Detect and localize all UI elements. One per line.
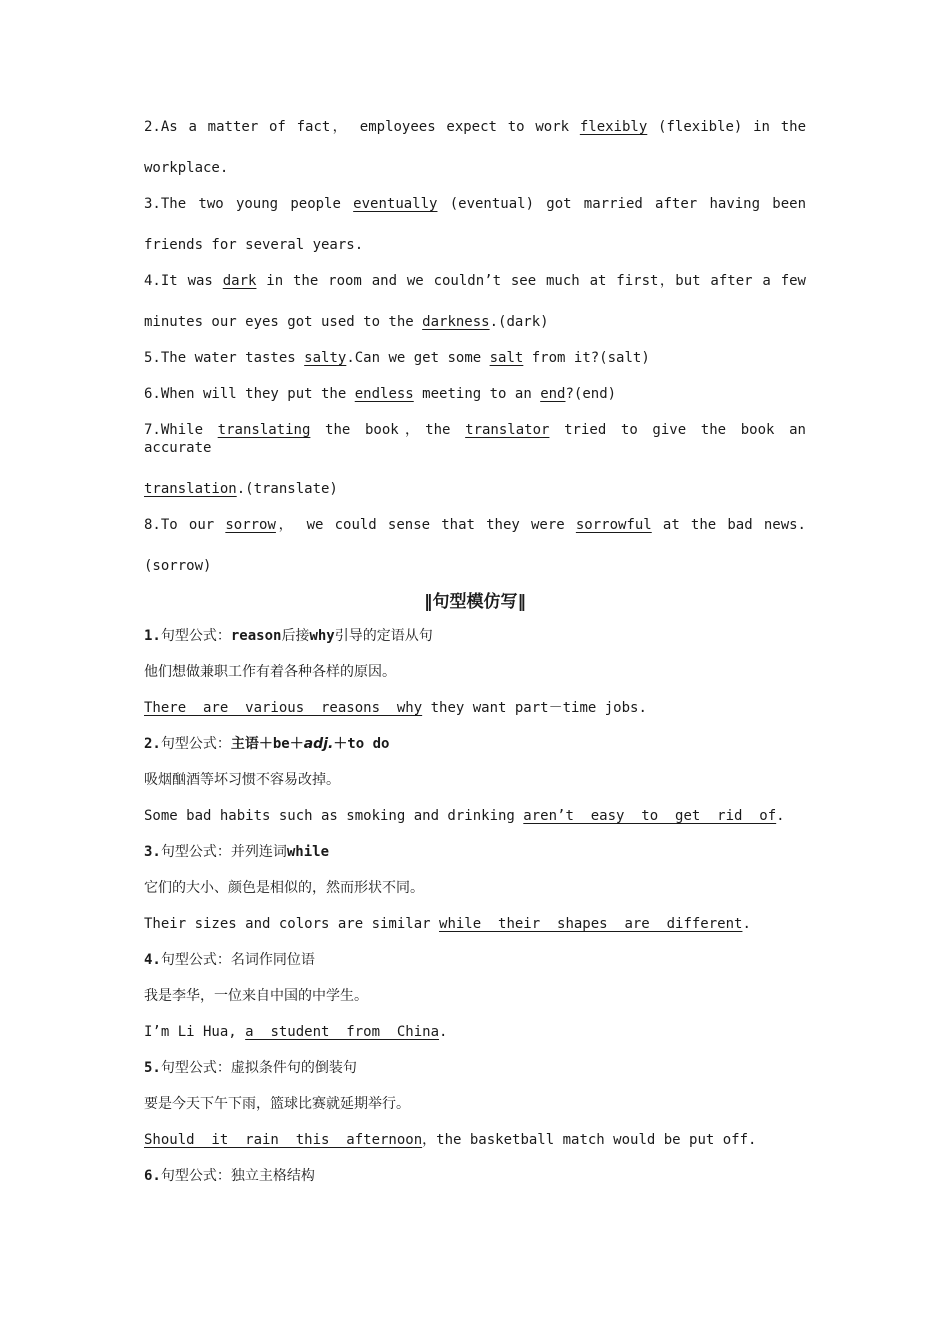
exercise-8-line1: 8.To our sorrow， we could sense that they were sorrowful at the bad news. bbox=[144, 517, 806, 533]
answer-blank: sorrow bbox=[225, 517, 276, 533]
pattern-1-formula: 1.句型公式：reason后接why引导的定语从句 bbox=[144, 628, 433, 644]
exercise-8-line2: (sorrow) bbox=[144, 558, 212, 574]
answer-blank: There are various reasons why bbox=[144, 700, 423, 716]
pattern-4-answer: I’m Li Hua, a student from China. bbox=[144, 1024, 448, 1040]
answer-blank: salt bbox=[489, 350, 524, 366]
answer-blank: aren’t easy to get rid of bbox=[523, 808, 777, 824]
exercise-4-line2: minutes our eyes got used to the darkness.(dark) bbox=[144, 314, 549, 330]
answer-blank: salty bbox=[304, 350, 347, 366]
answer-blank: darkness bbox=[422, 314, 490, 330]
pattern-4-formula: 4.句型公式：名词作同位语 bbox=[144, 952, 315, 968]
pattern-3-chinese: 它们的大小、颜色是相似的，然而形状不同。 bbox=[144, 880, 424, 896]
pattern-5-formula: 5.句型公式：虚拟条件句的倒装句 bbox=[144, 1060, 357, 1076]
pattern-2-answer: Some bad habits such as smoking and drinking aren’t easy to get rid of. bbox=[144, 808, 785, 824]
exercise-7-line2: translation.(translate) bbox=[144, 481, 338, 497]
answer-blank: dark bbox=[222, 273, 257, 289]
answer-blank: end bbox=[540, 386, 566, 402]
exercise-4-line1: 4.It was dark in the room and we couldn’t see much at first，but after a few bbox=[144, 273, 806, 289]
exercise-7-line1: 7.While translating the book，the translator tried to give the book an accurate bbox=[144, 422, 806, 456]
pattern-5-chinese: 要是今天下午下雨，篮球比赛就延期举行。 bbox=[144, 1096, 410, 1112]
pattern-5-answer: Should it rain this afternoon，the basketball match would be put off. bbox=[144, 1132, 757, 1148]
exercise-2-line1: 2.As a matter of fact， employees expect to work flexibly (flexible) in the bbox=[144, 119, 807, 135]
answer-blank: translating bbox=[217, 422, 311, 438]
answer-blank: eventually bbox=[353, 196, 438, 212]
pattern-2-chinese: 吸烟酗酒等坏习惯不容易改掉。 bbox=[144, 772, 340, 788]
answer-blank: sorrowful bbox=[575, 517, 652, 533]
answer-blank: Should it rain this afternoon bbox=[144, 1132, 423, 1148]
exercise-3-line2: friends for several years. bbox=[144, 237, 364, 253]
pattern-4-chinese: 我是李华，一位来自中国的中学生。 bbox=[144, 988, 368, 1004]
answer-blank: translator bbox=[465, 422, 550, 438]
exercise-3-line1: 3.The two young people eventually (eventual) got married after having been bbox=[144, 196, 806, 212]
answer-blank: a student from China bbox=[245, 1024, 440, 1040]
answer-blank: flexibly bbox=[579, 119, 648, 135]
answer-blank: endless bbox=[354, 386, 414, 402]
pattern-1-answer: There are various reasons why they want part－time jobs. bbox=[144, 700, 647, 716]
answer-blank: while their shapes are different bbox=[439, 916, 743, 932]
pattern-2-formula: 2.句型公式：主语＋be＋adj.＋to do bbox=[144, 736, 390, 752]
pattern-3-formula: 3.句型公式：并列连词while bbox=[144, 844, 330, 860]
pattern-1-chinese: 他们想做兼职工作有着各种各样的原因。 bbox=[144, 664, 396, 680]
document-page bbox=[144, 118, 806, 1185]
section-title: ‖句型模仿写‖ bbox=[424, 592, 526, 612]
exercise-6-line: 6.When will they put the endless meeting to an end?(end) bbox=[144, 386, 617, 402]
pattern-3-answer: Their sizes and colors are similar while their shapes are different. bbox=[144, 916, 751, 932]
answer-blank: translation bbox=[144, 481, 237, 497]
exercise-2-line2: workplace. bbox=[144, 160, 229, 176]
exercise-5-line: 5.The water tastes salty.Can we get some salt from it?(salt) bbox=[144, 350, 650, 366]
pattern-6-formula: 6.句型公式：独立主格结构 bbox=[144, 1168, 315, 1184]
